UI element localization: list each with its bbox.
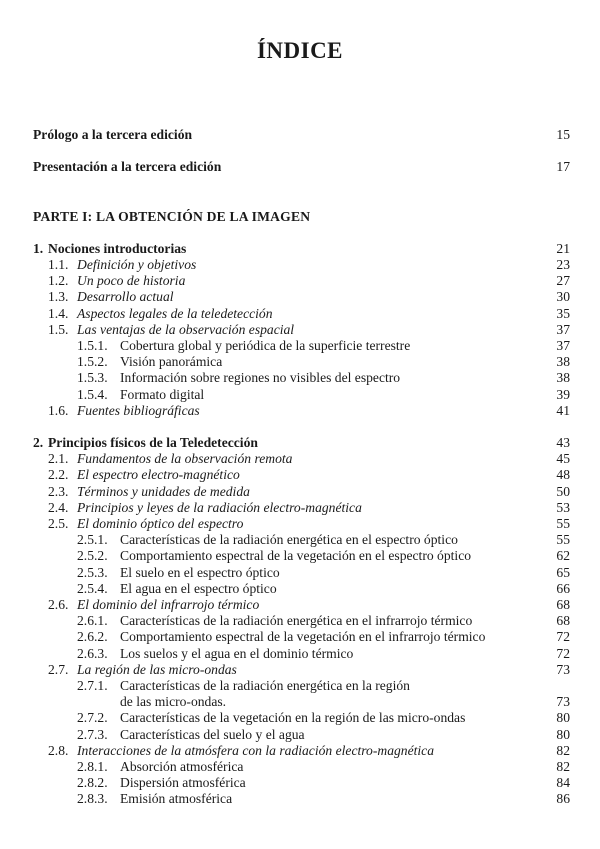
entry-page-number: 82 xyxy=(556,759,570,774)
toc-entry xyxy=(0,466,600,483)
entry-number: 2.8.3. xyxy=(77,791,108,806)
toc-entry xyxy=(0,661,600,678)
entry-title: Los suelos y el agua en el dominio térmico xyxy=(120,646,354,661)
entry-page-number: 62 xyxy=(556,548,570,563)
entry-title: Características de la vegetación en la región de las micro-ondas xyxy=(120,710,466,725)
entry-page-number: 80 xyxy=(556,727,570,742)
toc-entry xyxy=(0,272,600,289)
entry-page-number: 55 xyxy=(556,516,570,531)
entry-page-number: 72 xyxy=(556,629,570,644)
entry-page-number: 43 xyxy=(556,435,570,450)
toc-entry xyxy=(0,790,600,807)
entry-title: Definición y objetivos xyxy=(77,257,197,272)
toc-entry xyxy=(0,305,600,322)
entry-title: Información sobre regiones no visibles del espectro xyxy=(120,370,401,385)
toc-entry xyxy=(0,208,600,225)
entry-number: 2.8. xyxy=(48,743,69,758)
toc-entry xyxy=(0,628,600,645)
entry-title: Fundamentos de la observación remota xyxy=(77,451,293,466)
entry-number: 1.1. xyxy=(48,257,69,272)
entry-page-number: 45 xyxy=(556,451,570,466)
toc-entry xyxy=(0,515,600,532)
entry-title: Las ventajas de la observación espacial xyxy=(77,322,295,337)
toc-entry xyxy=(0,531,600,548)
entry-title: Principios físicos de la Teledetección xyxy=(48,435,258,450)
entry-title: Comportamiento espectral de la vegetación en el infrarrojo térmico xyxy=(120,629,486,644)
entry-title: Dispersión atmosférica xyxy=(120,775,246,790)
entry-title: El espectro electro-magnético xyxy=(77,467,240,482)
entry-title: Visión panorámica xyxy=(120,354,223,369)
entry-page-number: 15 xyxy=(556,127,570,142)
entry-title: El dominio óptico del espectro xyxy=(77,516,244,531)
toc-entry xyxy=(0,386,600,403)
toc-entry xyxy=(0,677,600,694)
toc-entry xyxy=(0,564,600,581)
toc-entry xyxy=(0,158,600,175)
entry-title: Presentación a la tercera edición xyxy=(33,159,222,174)
toc-entry xyxy=(0,256,600,273)
entry-title: Interacciones de la atmósfera con la radiación electro-magnética xyxy=(77,743,435,758)
entry-page-number: 39 xyxy=(556,387,570,402)
entry-title: Aspectos legales de la teledetección xyxy=(77,306,273,321)
entry-number: 2.7.1. xyxy=(77,678,108,693)
toc-entry xyxy=(0,774,600,791)
entry-page-number: 41 xyxy=(556,403,570,418)
toc-entry xyxy=(0,693,600,710)
entry-title: Características de la radiación energética en la región xyxy=(120,678,410,693)
entry-title: El agua en el espectro óptico xyxy=(120,581,277,596)
toc-entry xyxy=(0,337,600,354)
entry-title: Fuentes bibliográficas xyxy=(77,403,200,418)
entry-page-number: 86 xyxy=(556,791,570,806)
entry-page-number: 37 xyxy=(556,322,570,337)
entry-title: Cobertura global y periódica de la superficie terrestre xyxy=(120,338,411,353)
entry-number: 2.7.2. xyxy=(77,710,108,725)
entry-number: 1.5.3. xyxy=(77,370,108,385)
entry-page-number: 73 xyxy=(556,694,570,709)
entry-number: 1.5.2. xyxy=(77,354,108,369)
toc-entry xyxy=(0,288,600,305)
toc-entry xyxy=(0,353,600,370)
entry-number: 2.7.3. xyxy=(77,727,108,742)
toc-entry xyxy=(0,596,600,613)
entry-number: 2.8.2. xyxy=(77,775,108,790)
entry-title: PARTE I: LA OBTENCIÓN DE LA IMAGEN xyxy=(33,209,311,224)
toc-entry xyxy=(0,612,600,629)
entry-page-number: 38 xyxy=(556,370,570,385)
entry-page-number: 73 xyxy=(556,662,570,677)
entry-number: 1.4. xyxy=(48,306,69,321)
entry-page-number: 72 xyxy=(556,646,570,661)
entry-page-number: 66 xyxy=(556,581,570,596)
entry-number: 1.3. xyxy=(48,289,69,304)
entry-title: Características del suelo y el agua xyxy=(120,727,305,742)
entry-page-number: 38 xyxy=(556,354,570,369)
entry-page-number: 65 xyxy=(556,565,570,580)
entry-number: 1.2. xyxy=(48,273,69,288)
entry-page-number: 80 xyxy=(556,710,570,725)
entry-page-number: 68 xyxy=(556,613,570,628)
entry-page-number: 17 xyxy=(556,159,570,174)
entry-number: 2. xyxy=(33,435,44,450)
entry-page-number: 68 xyxy=(556,597,570,612)
entry-page-number: 21 xyxy=(556,241,570,256)
entry-number: 1.5.4. xyxy=(77,387,108,402)
entry-page-number: 82 xyxy=(556,743,570,758)
entry-number: 2.7. xyxy=(48,662,69,677)
entry-page-number: 27 xyxy=(556,273,570,288)
entry-number: 2.2. xyxy=(48,467,69,482)
toc-entry xyxy=(0,742,600,759)
toc-entry xyxy=(0,758,600,775)
entry-title: Un poco de historia xyxy=(77,273,186,288)
entry-title: La región de las micro-ondas xyxy=(77,662,237,677)
entry-title: Absorción atmosférica xyxy=(120,759,244,774)
entry-number: 1.5.1. xyxy=(77,338,108,353)
entry-page-number: 23 xyxy=(556,257,570,272)
entry-number: 2.6.2. xyxy=(77,629,108,644)
entry-number: 1.5. xyxy=(48,322,69,337)
entry-number: 2.5.2. xyxy=(77,548,108,563)
toc-entry xyxy=(0,726,600,743)
entry-page-number: 84 xyxy=(556,775,570,790)
entry-title: de las micro-ondas. xyxy=(120,694,227,709)
toc-entry xyxy=(0,450,600,467)
entry-title: Formato digital xyxy=(120,387,205,402)
entry-page-number: 35 xyxy=(556,306,570,321)
toc-entry xyxy=(0,321,600,338)
toc-entry xyxy=(0,126,600,143)
page-title: ÍNDICE xyxy=(256,38,344,63)
toc-entry xyxy=(0,483,600,500)
entry-title: El suelo en el espectro óptico xyxy=(120,565,280,580)
entry-number: 2.5.4. xyxy=(77,581,108,596)
toc-entry xyxy=(0,499,600,516)
entry-number: 2.5.3. xyxy=(77,565,108,580)
entry-title: El dominio del infrarrojo térmico xyxy=(77,597,260,612)
entry-title: Características de la radiación energética en el espectro óptico xyxy=(120,532,458,547)
entry-title: Emisión atmosférica xyxy=(120,791,233,806)
entry-number: 1.6. xyxy=(48,403,69,418)
toc-entry xyxy=(0,547,600,564)
entry-title: Comportamiento espectral de la vegetación en el espectro óptico xyxy=(120,548,472,563)
entry-number: 2.6.3. xyxy=(77,646,108,661)
toc-entry xyxy=(0,240,600,257)
toc-entry xyxy=(0,369,600,386)
entry-number: 2.8.1. xyxy=(77,759,108,774)
entry-number: 2.5. xyxy=(48,516,69,531)
entry-title: Desarrollo actual xyxy=(77,289,174,304)
entry-title: Nociones introductorias xyxy=(48,241,187,256)
entry-page-number: 53 xyxy=(556,500,570,515)
toc-entry xyxy=(0,402,600,419)
toc-entry xyxy=(0,645,600,662)
entry-title: Características de la radiación energética en el infrarrojo térmico xyxy=(120,613,473,628)
entry-page-number: 48 xyxy=(556,467,570,482)
toc-entry xyxy=(0,434,600,451)
entry-number: 2.4. xyxy=(48,500,69,515)
toc-entry xyxy=(0,709,600,726)
entry-number: 2.1. xyxy=(48,451,69,466)
entry-page-number: 55 xyxy=(556,532,570,547)
entry-number: 1. xyxy=(33,241,44,256)
entry-page-number: 30 xyxy=(556,289,570,304)
entry-title: Términos y unidades de medida xyxy=(77,484,250,499)
entry-number: 2.6.1. xyxy=(77,613,108,628)
entry-title: Principios y leyes de la radiación electro-magnética xyxy=(77,500,362,515)
entry-page-number: 50 xyxy=(556,484,570,499)
entry-title: Prólogo a la tercera edición xyxy=(33,127,193,142)
entry-number: 2.6. xyxy=(48,597,69,612)
entry-page-number: 37 xyxy=(556,338,570,353)
entry-number: 2.5.1. xyxy=(77,532,108,547)
toc-entry xyxy=(0,580,600,597)
entry-number: 2.3. xyxy=(48,484,69,499)
